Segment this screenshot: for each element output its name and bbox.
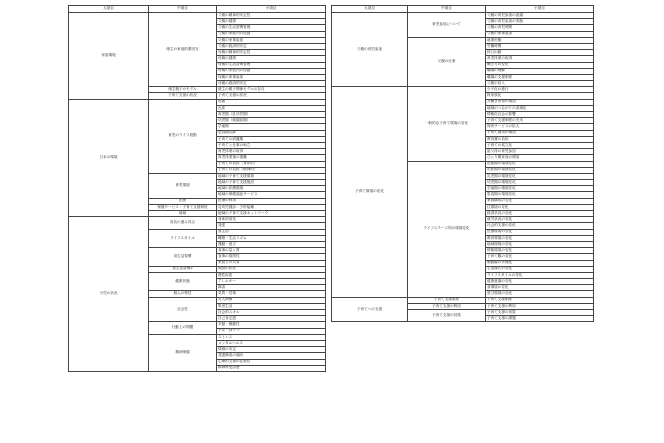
minor-item: 父親の精神的安定性 bbox=[217, 13, 326, 19]
minor-item: 休日出勤 bbox=[486, 50, 594, 56]
major-category: 父親の育児参加 bbox=[332, 13, 408, 87]
mid-category: 健康状態 bbox=[149, 272, 217, 291]
minor-item: ストレス bbox=[217, 334, 326, 340]
minor-item: 少子化の進行 bbox=[486, 87, 594, 93]
minor-item: 妊娠期の環境変化 bbox=[486, 161, 594, 167]
minor-item: 食事の量と質 bbox=[217, 248, 326, 254]
major-category: 子育て環境の変化 bbox=[332, 87, 408, 297]
minor-item: 発達 bbox=[217, 223, 326, 229]
minor-item: 食環境の変化 bbox=[486, 285, 594, 291]
minor-item: 育児休業の取得 bbox=[217, 149, 326, 155]
minor-item: 子育ての孤立化 bbox=[486, 142, 594, 148]
minor-item: 子育て観の変化 bbox=[486, 254, 594, 260]
minor-item: 住環境の変化 bbox=[486, 204, 594, 210]
minor-item: 不安・抑うつ bbox=[217, 328, 326, 334]
header-major: 大項目 bbox=[69, 6, 149, 13]
minor-item: 思春期の環境変化 bbox=[486, 192, 594, 198]
minor-item: 教育費の負担 bbox=[486, 136, 594, 142]
right-table-header bbox=[332, 6, 594, 13]
minor-item: 慢性疾患 bbox=[217, 272, 326, 278]
minor-item: 父親の育児参加の意識 bbox=[486, 13, 594, 19]
minor-item: 地域のつながりの希薄化 bbox=[486, 105, 594, 111]
minor-item: 学童期 bbox=[217, 124, 326, 130]
minor-item: メンタルヘルス bbox=[217, 340, 326, 346]
minor-item: 健康意識の変化 bbox=[486, 279, 594, 285]
minor-item: 父親の家事参加 bbox=[217, 37, 326, 43]
header-minor: 小項目 bbox=[217, 6, 326, 13]
minor-item: 子育て支援制度の充実 bbox=[486, 118, 594, 124]
minor-item: 子育て支援の効果 bbox=[486, 310, 594, 316]
minor-item: 集団生活 bbox=[217, 303, 326, 309]
mid-category: 地域 bbox=[149, 211, 217, 217]
minor-item: 子育て支援の課題 bbox=[486, 316, 594, 322]
minor-item: 食生活 bbox=[217, 229, 326, 235]
minor-item: 子育ての終盤期 bbox=[217, 136, 326, 142]
right-category-table bbox=[331, 5, 594, 322]
minor-item: 地域の子育て支援施設 bbox=[217, 180, 326, 186]
minor-item: 核家族化 bbox=[486, 93, 594, 99]
minor-item: 心理的支援の必要性 bbox=[217, 359, 326, 365]
mid-category: 成長の進み具合 bbox=[149, 217, 217, 229]
minor-item: 母親の家庭内の役割 bbox=[217, 68, 326, 74]
mid-category: 食生活習慣 bbox=[149, 248, 217, 267]
minor-item: 社会的スキル bbox=[217, 310, 326, 316]
minor-item: 出産 bbox=[217, 105, 326, 111]
minor-item: 母親の生活習慣管理 bbox=[217, 62, 326, 68]
major-category: 家庭環境 bbox=[69, 13, 149, 100]
minor-item: 働き方の変化 bbox=[486, 62, 594, 68]
mid-category: 社会性 bbox=[149, 297, 217, 322]
minor-item: 出産期の環境変化 bbox=[486, 167, 594, 173]
minor-item: 身体的成長 bbox=[217, 217, 326, 223]
mid-category: 緒主親子のモデル bbox=[149, 87, 217, 93]
minor-item: 運動・遊び bbox=[217, 241, 326, 247]
minor-item: 遊び環境の変化 bbox=[486, 291, 594, 297]
mid-category: 子育て支援制度 bbox=[408, 297, 486, 303]
minor-item: 自己肯定感 bbox=[217, 316, 326, 322]
minor-item: 障害 bbox=[217, 285, 326, 291]
mid-category: 個人の特性 bbox=[149, 291, 217, 297]
minor-item: 母親の経済的安定 bbox=[217, 81, 326, 87]
minor-item: 父親の健康 bbox=[217, 19, 326, 25]
minor-item: 地域環境の変化 bbox=[486, 241, 594, 247]
minor-item: 父親の生活習慣管理 bbox=[217, 25, 326, 31]
mid-category: 食生活習慣2 bbox=[149, 266, 217, 272]
minor-item: 精神科受診歴 bbox=[217, 365, 326, 371]
minor-item: 育児休業後の復職 bbox=[217, 155, 326, 161]
minor-item: 子育ての負担（身体的） bbox=[217, 161, 326, 167]
minor-item: 妊娠 bbox=[217, 99, 326, 105]
mid-category: 一般的な子育て環境の変化 bbox=[408, 87, 486, 161]
minor-item: 経済状況の変化 bbox=[486, 211, 594, 217]
minor-item: 学童期の環境変化 bbox=[486, 186, 594, 192]
minor-item: 職場の理解 bbox=[486, 68, 594, 74]
minor-item: 医療環境の変化 bbox=[486, 229, 594, 235]
mid-category: 育児環境 bbox=[149, 173, 217, 198]
minor-item: 母親の精神的安定性 bbox=[217, 50, 326, 56]
minor-item: 父親の育児参加の実態 bbox=[486, 19, 594, 25]
minor-item: 母親の家事参加 bbox=[217, 74, 326, 80]
minor-item: 父親の収入 bbox=[486, 81, 594, 87]
minor-item: 就業形態 bbox=[486, 37, 594, 43]
mid-category: 医療 bbox=[149, 198, 217, 204]
minor-item: 地域の医療環境 bbox=[217, 186, 326, 192]
minor-item: 睡眠・生活リズム bbox=[217, 235, 326, 241]
minor-item: 父親の経済的安定 bbox=[217, 43, 326, 49]
minor-item: 緒主の親子関係モデルの存在 bbox=[217, 87, 326, 93]
minor-item: 子育て支援制度 bbox=[486, 297, 594, 303]
major-category: 日本の環境 bbox=[69, 99, 149, 217]
minor-item: 保育サービスの拡大 bbox=[486, 124, 594, 130]
minor-item: 子育て支援の利用 bbox=[486, 303, 594, 309]
header-mid: 中項目 bbox=[149, 6, 217, 13]
minor-item: 子育ての負担（精神的） bbox=[217, 167, 326, 173]
minor-item: 子育てと仕事の両立 bbox=[217, 142, 326, 148]
minor-item: アレルギー bbox=[217, 279, 326, 285]
minor-item: 乳幼児健診・予防接種 bbox=[217, 204, 326, 210]
mid-category: 精神保健 bbox=[149, 334, 217, 371]
minor-item: 地域の子育て支援環境 bbox=[217, 173, 326, 179]
minor-item: 祖父母の育児参加 bbox=[486, 149, 594, 155]
minor-item: 乳児期の環境変化 bbox=[486, 173, 594, 179]
header-major: 大項目 bbox=[332, 6, 408, 13]
minor-item: ライフスタイルの変化 bbox=[486, 272, 594, 278]
mid-category: 子育て支援の効果 bbox=[408, 310, 486, 322]
minor-item: 発達障害の傾向 bbox=[217, 353, 326, 359]
header-mid: 中項目 bbox=[408, 6, 486, 13]
minor-item: 情報環境の変化 bbox=[486, 248, 594, 254]
minor-item: 間食の状況 bbox=[217, 266, 326, 272]
minor-item: 子育て支援の状況 bbox=[217, 93, 326, 99]
minor-item: 母親の健康 bbox=[217, 56, 326, 62]
minor-item: 多動・衝動性 bbox=[217, 322, 326, 328]
minor-item: ひとり親家庭の増加 bbox=[486, 155, 594, 161]
minor-item: 医療の利用 bbox=[217, 198, 326, 204]
minor-item: 情緒の安定 bbox=[217, 347, 326, 353]
minor-item: 育児休業の取得 bbox=[486, 56, 594, 62]
mid-category: 育児のライフ段階 bbox=[149, 99, 217, 173]
major-category: 子育てへの支援 bbox=[332, 297, 408, 322]
minor-item: 家族との共食 bbox=[217, 260, 326, 266]
minor-item: 育児期（乳幼児期） bbox=[217, 112, 326, 118]
mid-category: 行動上の問題 bbox=[149, 322, 217, 334]
minor-item: 思春期以降 bbox=[217, 130, 326, 136]
minor-item: 職場の支援制度 bbox=[486, 74, 594, 80]
minor-item: 家族構成の変化 bbox=[486, 198, 594, 204]
minor-item: 教育環境の変化 bbox=[486, 235, 594, 241]
mid-category: ライフスタイル bbox=[149, 229, 217, 248]
right-table-body bbox=[332, 13, 594, 322]
mid-category: 子育て支援の利用 bbox=[408, 303, 486, 309]
header-minor: 小項目 bbox=[486, 6, 594, 13]
minor-item: 父親の家事参加 bbox=[486, 31, 594, 37]
minor-item: 社会的支援の変化 bbox=[486, 223, 594, 229]
minor-item: 子育て費用の増加 bbox=[486, 130, 594, 136]
mid-category: 育児参加について bbox=[408, 13, 486, 38]
minor-item: 地域の保健福祉サービス bbox=[217, 192, 326, 198]
minor-item: 幼児期（就園前期） bbox=[217, 118, 326, 124]
left-table-header bbox=[69, 6, 326, 13]
mid-category: 保健サービス・子育て支援制度 bbox=[149, 204, 217, 210]
mid-category: 緒主の家庭的要因支 bbox=[149, 13, 217, 87]
minor-item: 幼児期の環境変化 bbox=[486, 180, 594, 186]
minor-item: 共働き世帯の増加 bbox=[486, 99, 594, 105]
minor-item: 気質・性格 bbox=[217, 291, 326, 297]
minor-item: 就労状況の変化 bbox=[486, 217, 594, 223]
mid-category: ライフステージ別の環境変化 bbox=[408, 161, 486, 297]
minor-item: 友人関係 bbox=[217, 297, 326, 303]
minor-item: 価値観の多様化 bbox=[486, 260, 594, 266]
left-category-table bbox=[68, 5, 326, 372]
mid-category: 子育て支援の状況 bbox=[149, 93, 217, 99]
minor-item: 情報化社会の影響 bbox=[486, 112, 594, 118]
left-table-body bbox=[69, 13, 326, 372]
minor-item: 生活様式の変化 bbox=[486, 266, 594, 272]
minor-item: 地域の子育て支援ネットワーク bbox=[217, 211, 326, 217]
minor-item: 労働時間 bbox=[486, 43, 594, 49]
mid-category: 父親の仕事 bbox=[408, 37, 486, 87]
major-category: 小児の状況 bbox=[69, 217, 149, 372]
minor-item: 父親の育児時間 bbox=[486, 25, 594, 31]
minor-item: 食事の規則性 bbox=[217, 254, 326, 260]
minor-item: 父親の家庭内の役割 bbox=[217, 31, 326, 37]
